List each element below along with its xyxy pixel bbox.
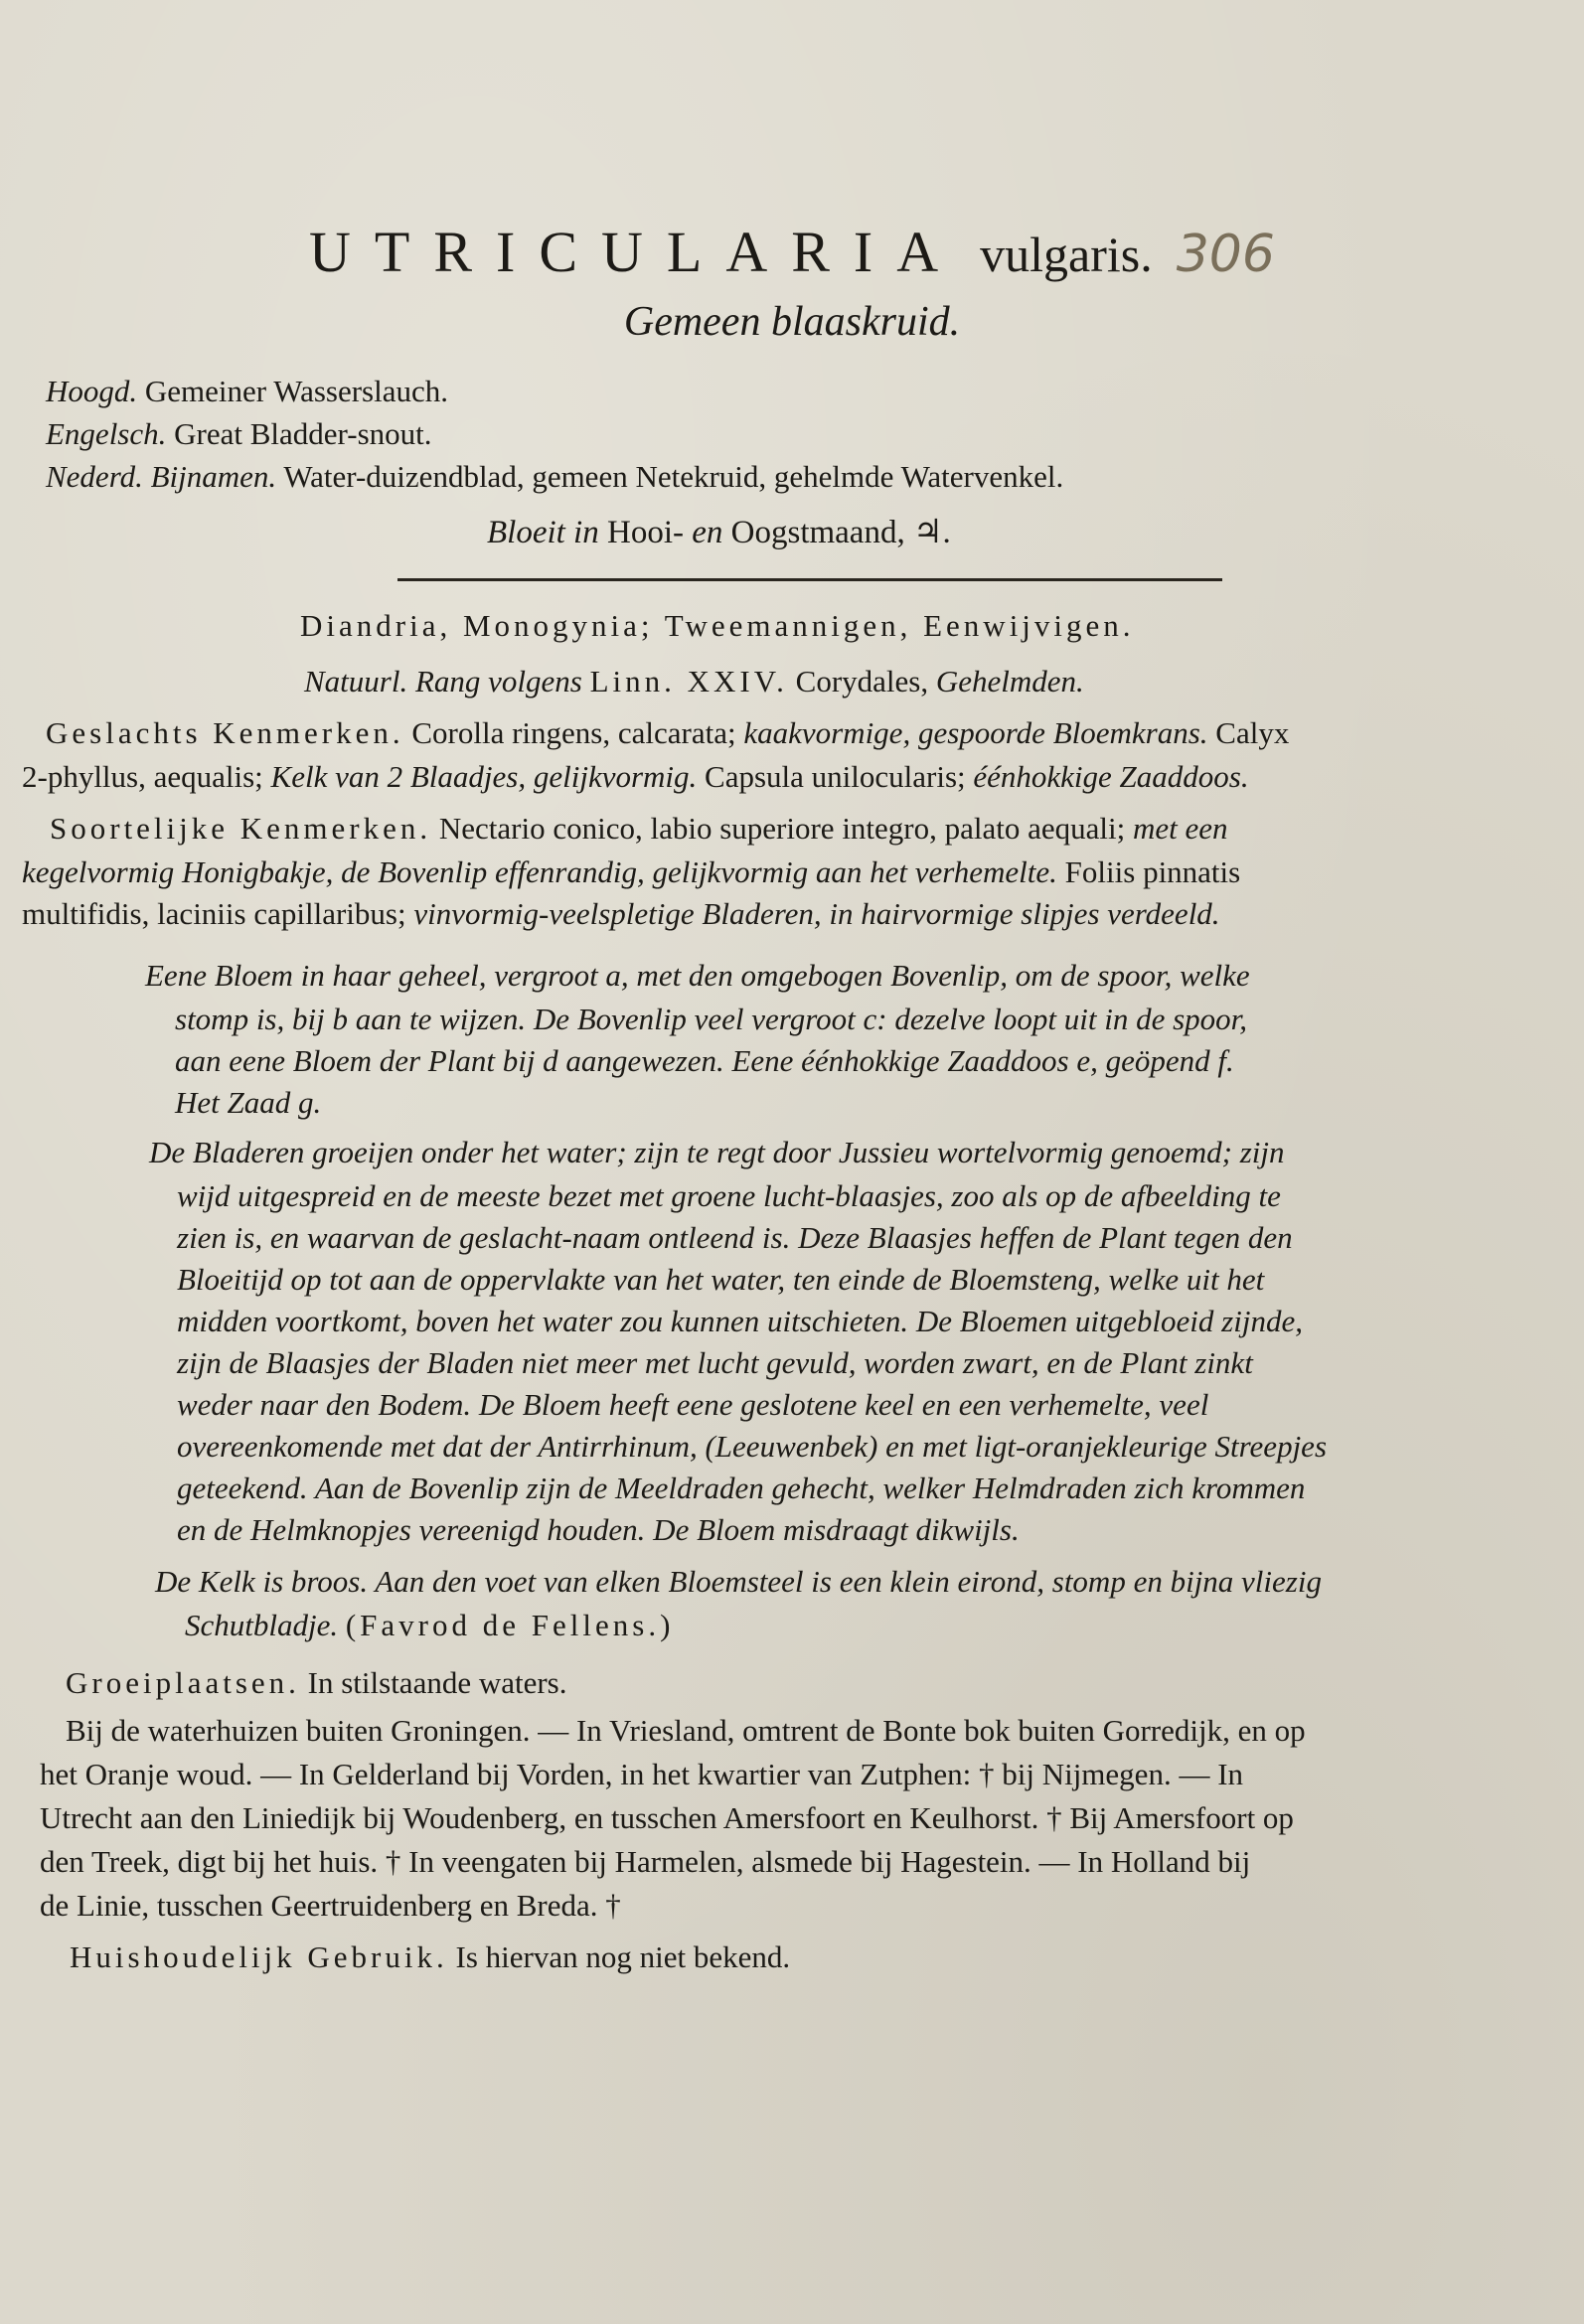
classification-line: Diandria, Monogynia; Tweemannigen, Eenwijvigen. (300, 608, 1135, 643)
soortelijke-line-3: multifidis, laciniis capillaribus; vinvormig-veelspletige Bladeren, in hairvormige slipjes verdeeld. (22, 896, 1220, 931)
groeiplaatsen-line-4: den Treek, digt bij het huis. † In veengaten bij Harmelen, alsmede bij Hagestein. — In Holland bij (40, 1844, 1251, 1879)
para3-line-2: Schutbladje. (Favrod de Fellens.) (185, 1608, 675, 1642)
para1-line-4: Het Zaad g. (175, 1085, 322, 1120)
soortelijke-line-2: kegelvormig Honigbakje, de Bovenlip effenrandig, gelijkvormig aan het verhemelte. Foliis pinnatis (22, 854, 1241, 889)
plate-number: 306 (1176, 225, 1275, 284)
para2-line-8: overeenkomende met dat der Antirrhinum, (Leeuwenbek) en met ligt-oranjekleurige Streepjes (177, 1429, 1328, 1464)
natural-rank-line: Natuurl. Rang volgens Linn. XXIV. Corydales, Gehelmden. (304, 664, 1084, 698)
divider-rule (397, 578, 1222, 581)
para2-line-5: midden voortkomt, boven het water zou kunnen uitschieten. De Bloemen uitgebloeid zijnde, (177, 1304, 1303, 1338)
genus-title: UTRICULARIA (309, 220, 963, 284)
name-nederd: Nederd. Bijnamen. Water-duizendblad, gemeen Netekruid, gehelmde Watervenkel. (46, 459, 1064, 494)
species-name: vulgaris. (980, 227, 1153, 282)
common-name: Gemeen blaaskruid. (623, 299, 961, 345)
para2-line-6: zijn de Blaasjes der Bladen niet meer met lucht gevuld, worden zwart, en de Plant zinkt (177, 1345, 1253, 1380)
bloom-period: Bloeit in Hooi- en Oogstmaand, ♃. (487, 515, 951, 550)
groeiplaatsen-line-5: de Linie, tusschen Geertruidenberg en Breda. † (40, 1888, 621, 1923)
para3-line-1: De Kelk is broos. Aan den voet van elken Bloemsteel is een klein eirond, stomp en bijna vliezig (155, 1564, 1322, 1599)
groeiplaatsen-line-3: Utrecht aan den Liniedijk bij Woudenberg, en tusschen Amersfoort en Keulhorst. † Bij Amersfoort op (40, 1800, 1294, 1835)
gebruik-line: Huishoudelijk Gebruik. Is hiervan nog niet bekend. (70, 1939, 791, 1974)
groeiplaatsen-line-1: Bij de waterhuizen buiten Groningen. — In Vriesland, omtrent de Bonte bok buiten Gorredijk, en op (66, 1713, 1306, 1748)
name-hoogd: Hoogd. Gemeiner Wasserslauch. (46, 374, 448, 408)
geslachts-line-1: Geslachts Kenmerken. Corolla ringens, calcarata; kaakvormige, gespoorde Bloemkrans. Calyx (46, 715, 1290, 750)
title-line (0, 219, 1584, 285)
para1-line-1: Eene Bloem in haar geheel, vergroot a, met den omgebogen Bovenlip, om de spoor, welke (145, 958, 1250, 993)
para2-line-1: De Bladeren groeijen onder het water; zijn te regt door Jussieu wortelvormig genoemd; zijn (149, 1135, 1285, 1169)
para2-line-3: zien is, en waarvan de geslacht-naam ontleend is. Deze Blaasjes heffen de Plant tegen den (177, 1220, 1293, 1255)
para1-line-2: stomp is, bij b aan te wijzen. De Bovenlip veel vergroot c: dezelve loopt uit in de spoor, (175, 1002, 1248, 1036)
geslachts-line-2: 2-phyllus, aequalis; Kelk van 2 Blaadjes, gelijkvormig. Capsula unilocularis; éénhokkige Zaaddoos. (22, 759, 1249, 794)
para2-line-7: weder naar den Bodem. De Bloem heeft eene geslotene keel en een verhemelte, veel (177, 1387, 1209, 1422)
para2-line-9: geteekend. Aan de Bovenlip zijn de Meeldraden gehecht, welker Helmdraden zich krommen (177, 1471, 1306, 1505)
para2-line-4: Bloeitijd op tot aan de oppervlakte van het water, ten einde de Bloemsteng, welke uit het (177, 1262, 1265, 1297)
para2-line-2: wijd uitgespreid en de meeste bezet met groene lucht-blaasjes, zoo als op de afbeelding te (177, 1178, 1281, 1213)
para1-line-3: aan eene Bloem der Plant bij d aangewezen. Eene éénhokkige Zaaddoos e, geöpend f. (175, 1043, 1234, 1078)
groeiplaatsen-heading: Groeiplaatsen. In stilstaande waters. (66, 1665, 567, 1700)
groeiplaatsen-line-2: het Oranje woud. — In Gelderland bij Vorden, in het kwartier van Zutphen: † bij Nijmegen. — In (40, 1757, 1244, 1791)
name-engelsch: Engelsch. Great Bladder-snout. (46, 416, 432, 451)
soortelijke-line-1: Soortelijke Kenmerken. Nectario conico, labio superiore integro, palato aequali; met een (50, 811, 1228, 846)
para2-line-10: en de Helmknopjes vereenigd houden. De Bloem misdraagt dikwijls. (177, 1512, 1020, 1547)
